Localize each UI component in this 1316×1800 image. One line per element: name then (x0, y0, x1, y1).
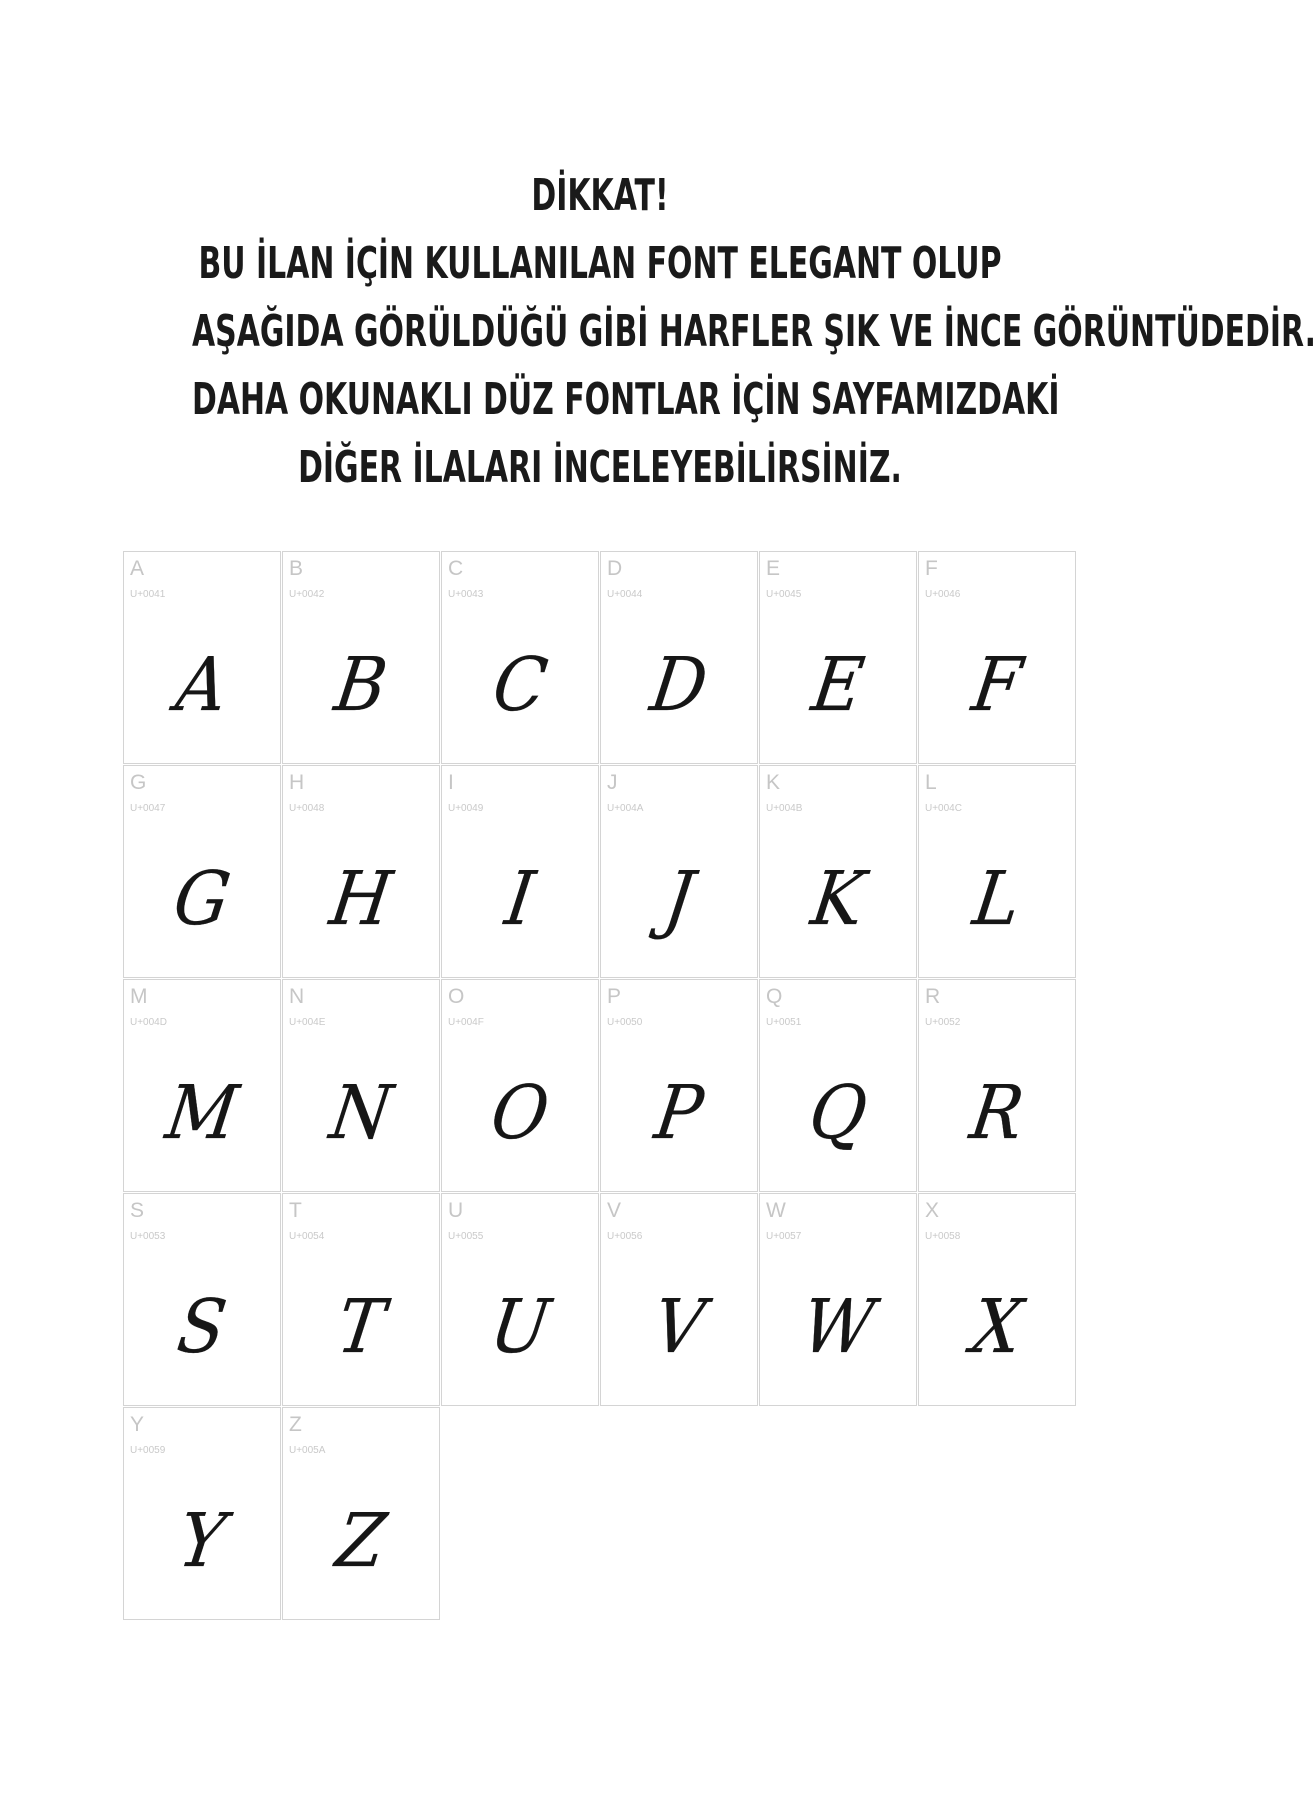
glyph-sample: X (966, 1284, 1028, 1370)
glyph-code: U+004E (289, 1017, 326, 1028)
glyph-code: U+0052 (925, 1017, 961, 1028)
glyph-cell-z (282, 1407, 440, 1620)
glyph-label: L (925, 771, 937, 794)
glyph-cell-q (759, 979, 917, 1192)
glyph-code: U+0055 (448, 1231, 484, 1242)
glyph-label: V (607, 1199, 622, 1222)
glyph-label: H (289, 771, 305, 794)
glyph-label: N (289, 985, 305, 1008)
glyph-label: Q (766, 985, 783, 1008)
glyph-code: U+004D (130, 1017, 167, 1028)
glyph-sample: E (807, 642, 869, 728)
glyph-code: U+0050 (607, 1017, 643, 1028)
glyph-cell-s (123, 1193, 281, 1406)
glyph-cell-t (282, 1193, 440, 1406)
glyph-code: U+0059 (130, 1445, 166, 1456)
notice-block (0, 162, 1316, 502)
glyph-label: R (925, 985, 941, 1008)
glyph-sample: B (329, 642, 393, 728)
glyph-sample: D (645, 642, 713, 728)
glyph-label: I (448, 771, 454, 794)
glyph-cell-a (123, 551, 281, 764)
glyph-code: U+004A (607, 803, 644, 814)
glyph-sample: W (796, 1284, 880, 1370)
glyph-label: B (289, 557, 304, 580)
glyph-label: C (448, 557, 464, 580)
glyph-label: E (766, 557, 781, 580)
glyph-sample: T (332, 1284, 390, 1370)
glyph-cell-n (282, 979, 440, 1192)
glyph-code: U+0047 (130, 803, 166, 814)
glyph-label: F (925, 557, 938, 580)
glyph-cell-h (282, 765, 440, 978)
glyph-cell-v (600, 1193, 758, 1406)
glyph-label: O (448, 985, 465, 1008)
glyph-sample: Y (173, 1498, 231, 1584)
glyph-label: P (607, 985, 622, 1008)
glyph-code: U+0058 (925, 1231, 961, 1242)
glyph-label: T (289, 1199, 302, 1222)
glyph-code: U+0053 (130, 1231, 166, 1242)
glyph-cell-w (759, 1193, 917, 1406)
glyph-code: U+0049 (448, 803, 484, 814)
glyph-label: Z (289, 1413, 302, 1436)
glyph-cell-y (123, 1407, 281, 1620)
glyph-sample: R (965, 1070, 1029, 1156)
glyph-sample: M (161, 1070, 243, 1156)
notice-line-3: DAHA OKUNAKLI DÜZ FONTLAR İÇİN SAYFAMIZDAKİ (192, 374, 1060, 425)
glyph-code: U+0057 (766, 1231, 802, 1242)
notice-title: DİKKAT! (531, 170, 669, 221)
glyph-sample: N (325, 1070, 397, 1156)
glyph-cell-x (918, 1193, 1076, 1406)
glyph-sample: Q (804, 1070, 872, 1156)
glyph-cell-f (918, 551, 1076, 764)
glyph-cell-m (123, 979, 281, 1192)
glyph-label: M (130, 985, 148, 1008)
glyph-code: U+004F (448, 1017, 484, 1028)
glyph-label: G (130, 771, 147, 794)
glyph-label: J (607, 771, 618, 794)
glyph-label: X (925, 1199, 940, 1222)
glyph-sample: L (968, 856, 1026, 942)
notice-line-2: AŞAĞIDA GÖRÜLDÜĞÜ GİBİ HARFLER ŞIK VE İNCE GÖRÜNTÜDEDİR. (192, 306, 1316, 357)
glyph-code: U+0056 (607, 1231, 643, 1242)
glyph-cell-i (441, 765, 599, 978)
glyph-sample: I (500, 856, 540, 942)
glyph-label: U (448, 1199, 464, 1222)
glyph-sample: G (168, 856, 236, 942)
glyph-cell-o (441, 979, 599, 1192)
glyph-label: D (607, 557, 623, 580)
glyph-label: S (130, 1199, 145, 1222)
notice-line-4: DİĞER İLALARI İNCELEYEBİLİRSİNİZ. (298, 442, 902, 493)
glyph-sample: P (650, 1070, 708, 1156)
glyph-code: U+0051 (766, 1017, 802, 1028)
glyph-cell-p (600, 979, 758, 1192)
glyph-code: U+004B (766, 803, 803, 814)
glyph-code: U+0045 (766, 589, 802, 600)
glyph-cell-j (600, 765, 758, 978)
glyph-cell-r (918, 979, 1076, 1192)
glyph-sample: C (487, 642, 553, 728)
glyph-code: U+0046 (925, 589, 961, 600)
glyph-code: U+0048 (289, 803, 325, 814)
glyph-sample: J (659, 856, 699, 942)
glyph-sample: O (486, 1070, 554, 1156)
glyph-cell-g (123, 765, 281, 978)
glyph-label: A (130, 557, 145, 580)
notice-line-1: BU İLAN İÇİN KULLANILAN FONT ELEGANT OLUP (198, 238, 1002, 289)
glyph-sample: Z (331, 1498, 391, 1584)
glyph-cell-e (759, 551, 917, 764)
glyph-sample: A (171, 642, 233, 728)
glyph-code: U+0054 (289, 1231, 325, 1242)
glyph-sample: U (485, 1284, 555, 1370)
glyph-cell-u (441, 1193, 599, 1406)
glyph-cell-b (282, 551, 440, 764)
glyph-cell-d (600, 551, 758, 764)
glyph-cell-c (441, 551, 599, 764)
glyph-sample: F (967, 642, 1027, 728)
glyph-label: K (766, 771, 781, 794)
glyph-grid (123, 551, 1078, 1626)
glyph-label: Y (130, 1413, 145, 1436)
glyph-sample: H (325, 856, 397, 942)
glyph-sample: K (806, 856, 870, 942)
glyph-cell-l (918, 765, 1076, 978)
glyph-code: U+0043 (448, 589, 484, 600)
glyph-code: U+0042 (289, 589, 325, 600)
glyph-sample: V (648, 1284, 710, 1370)
glyph-cell-k (759, 765, 917, 978)
glyph-code: U+0041 (130, 589, 166, 600)
glyph-code: U+005A (289, 1445, 326, 1456)
glyph-code: U+0044 (607, 589, 643, 600)
glyph-sample: S (172, 1284, 232, 1370)
glyph-label: W (766, 1199, 786, 1222)
glyph-code: U+004C (925, 803, 962, 814)
